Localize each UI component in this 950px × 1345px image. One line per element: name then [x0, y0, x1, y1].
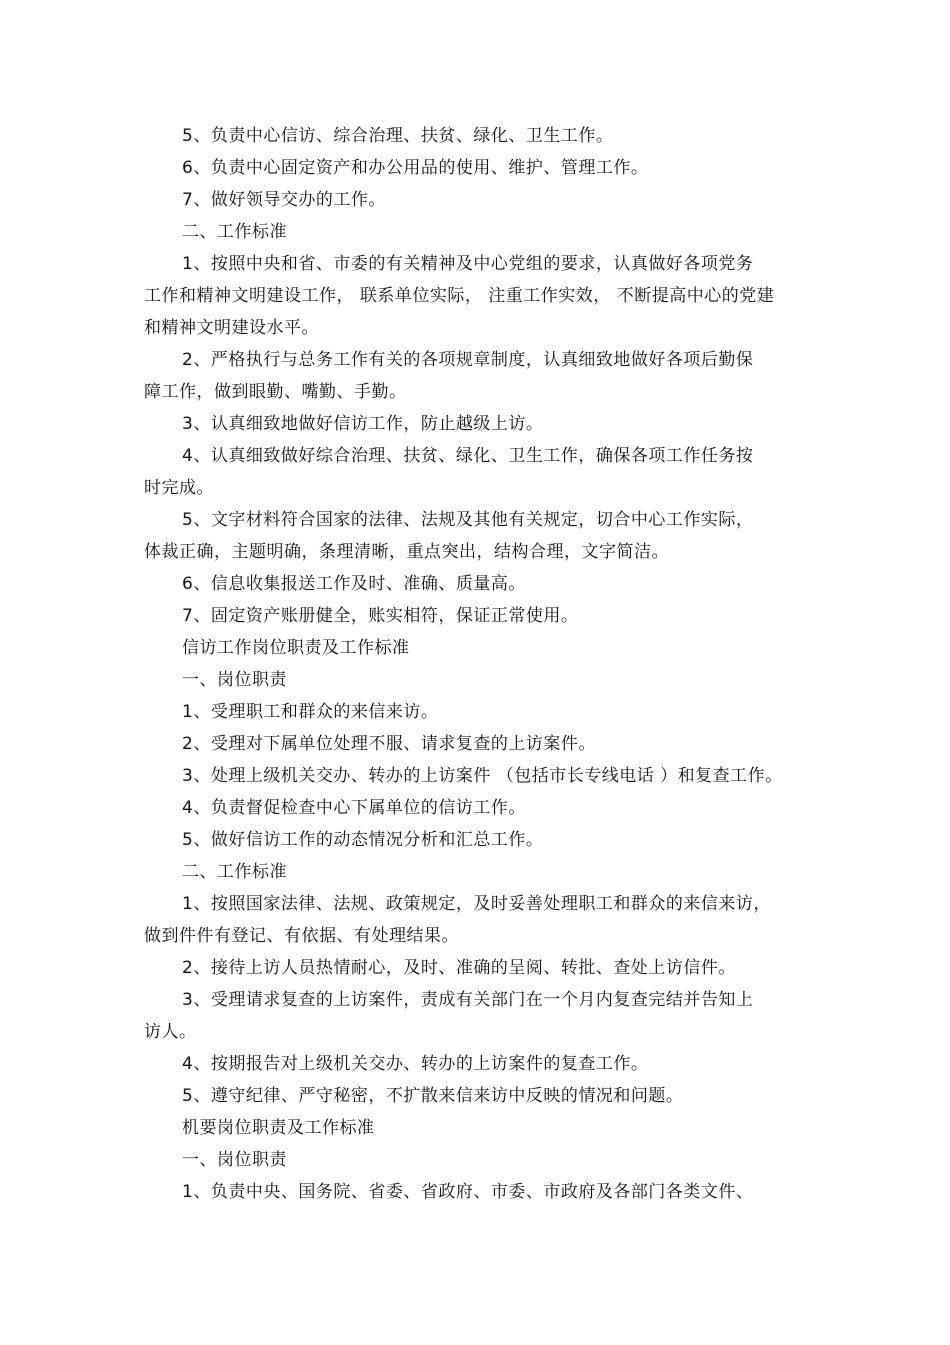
text-line: 4、按期报告对上级机关交办、转办的上访案件的复查工作。 — [182, 1054, 649, 1074]
text-line: 1、受理职工和群众的来信来访。 — [182, 702, 439, 722]
text-line: 6、信息收集报送工作及时、准确、质量高。 — [182, 574, 526, 594]
text-line: 7、做好领导交办的工作。 — [182, 190, 386, 210]
section-heading: 一、岗位职责 — [182, 670, 287, 690]
text-line: 4、负责督促检查中心下属单位的信访工作。 — [182, 798, 526, 818]
text-line: 3、受理请求复查的上访案件，责成有关部门在一个月内复查完结并告知上 — [182, 990, 754, 1010]
section-title: 信访工作岗位职责及工作标准 — [182, 638, 410, 658]
text-line: 做到件件有登记、有依据、有处理结果。 — [144, 926, 459, 946]
text-line: 5、做好信访工作的动态情况分析和汇总工作。 — [182, 830, 544, 850]
section-heading: 二、工作标准 — [182, 222, 287, 242]
text-line: 1、按照国家法律、法规、政策规定，及时妥善处理职工和群众的来信来访， — [182, 894, 771, 914]
text-line: 5、遵守纪律、严守秘密，不扩散来信来访中反映的情况和问题。 — [182, 1086, 684, 1106]
text-line: 7、固定资产账册健全，账实相符，保证正常使用。 — [182, 606, 579, 626]
text-line: 3、认真细致地做好信访工作，防止越级上访。 — [182, 414, 544, 434]
text-line: 5、文字材料符合国家的法律、法规及其他有关规定，切合中心工作实际， — [182, 510, 754, 530]
text-line: 体裁正确，主题明确，条理清晰，重点突出，结构合理，文字简洁。 — [144, 542, 669, 562]
text-line: 时完成。 — [144, 478, 214, 498]
text-line: 6、负责中心固定资产和办公用品的使用、维护、管理工作。 — [182, 158, 649, 178]
text-line: 1、按照中央和省、市委的有关精神及中心党组的要求，认真做好各项党务 — [182, 254, 754, 274]
text-line: 5、负责中心信访、综合治理、扶贫、绿化、卫生工作。 — [182, 126, 614, 146]
text-line: 2、严格执行与总务工作有关的各项规章制度，认真细致地做好各项后勤保 — [182, 350, 754, 370]
text-line: 2、受理对下属单位处理不服、请求复查的上访案件。 — [182, 734, 596, 754]
text-line: 4、认真细致做好综合治理、扶贫、绿化、卫生工作，确保各项工作任务按 — [182, 446, 754, 466]
section-heading: 二、工作标准 — [182, 862, 287, 882]
section-heading: 一、岗位职责 — [182, 1150, 287, 1170]
section-title: 机要岗位职责及工作标准 — [182, 1118, 375, 1138]
text-line: 和精神文明建设水平。 — [144, 318, 319, 338]
text-line: 3、处理上级机关交办、转办的上访案件 （包括市长专线电话 ）和复查工作。 — [182, 766, 783, 786]
text-line: 2、接待上访人员热情耐心，及时、准确的呈阅、转批、查处上访信件。 — [182, 958, 736, 978]
text-line: 访人。 — [144, 1022, 197, 1042]
text-line: 1、负责中央、国务院、省委、省政府、市委、市政府及各部门各类文件、 — [182, 1182, 754, 1202]
text-line: 工作和精神文明建设工作， 联系单位实际， 注重工作实效， 不断提高中心的党建 — [144, 286, 775, 306]
text-line: 障工作，做到眼勤、嘴勤、手勤。 — [144, 382, 407, 402]
